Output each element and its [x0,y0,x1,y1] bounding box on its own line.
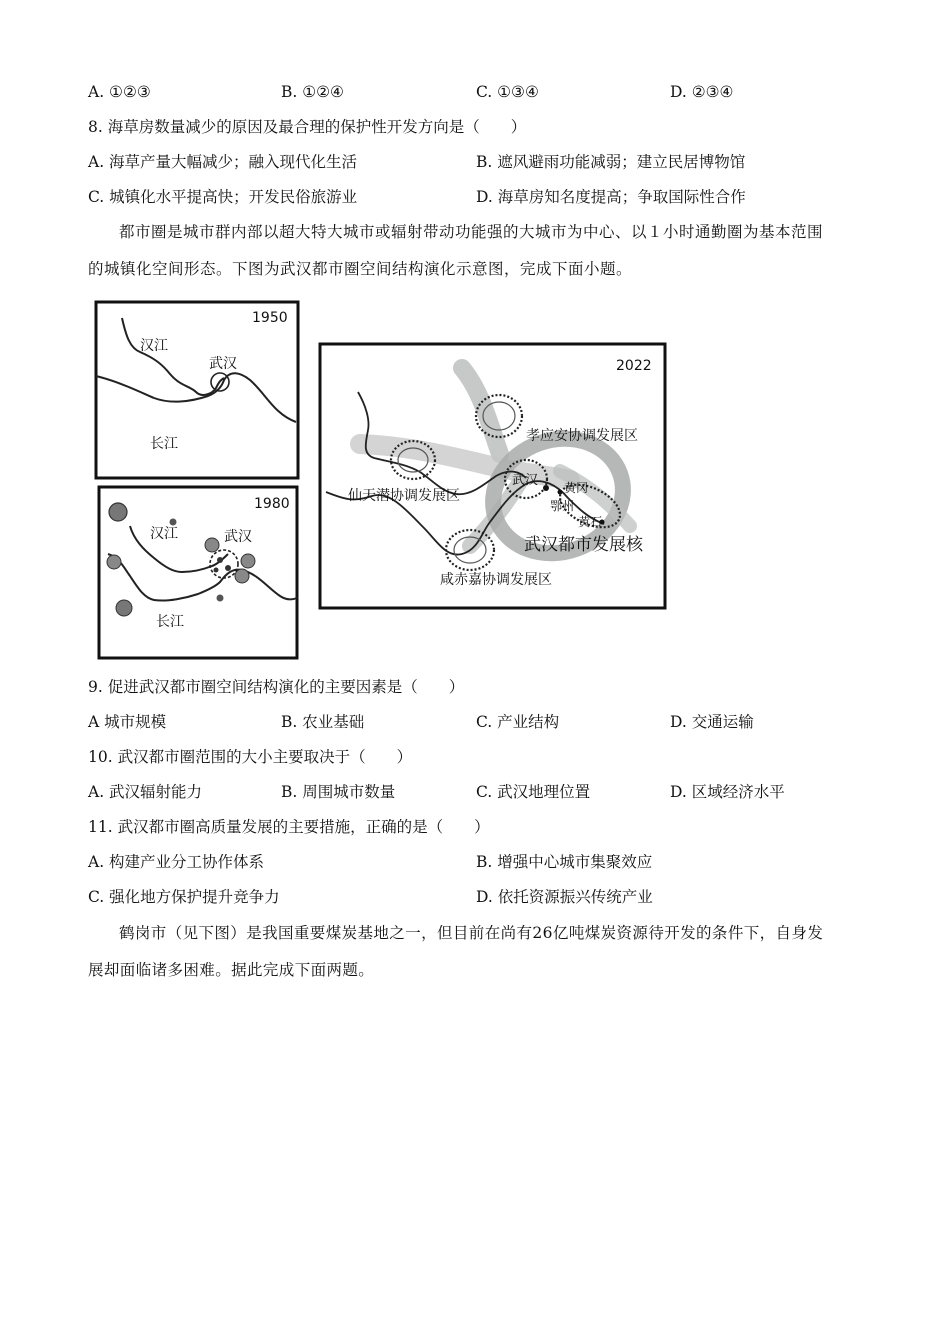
q10-option-d: D. 区域经济水平 [670,783,785,801]
q9-stem: 9. 促进武汉都市圈空间结构演化的主要因素是（ ） [88,678,465,696]
hegang-intro-line2: 展却面临诸多困难。据此完成下面两题。 [88,961,375,979]
q9-option-a: A 城市规模 [88,713,167,731]
map-2022-ezhou: 鄂州 [550,499,575,513]
q7-option-b: B. ①②④ [281,83,344,101]
map-2022-zone-west: 仙天潜协调发展区 [348,488,460,504]
map-2022-wuhan: 武汉 [512,473,539,488]
q11-option-c: C. 强化地方保护提升竞争力 [88,888,280,906]
q8-option-d: D. 海草房知名度提高；争取国际性合作 [476,188,746,206]
q7-option-c: C. ①③④ [476,83,539,101]
map-2022-huangshi: 黄石 [578,515,603,529]
metro-intro-line2: 的城镇化空间形态。下图为武汉都市圈空间结构演化示意图，完成下面小题。 [88,260,633,278]
map-1980-changjiang: 长江 [156,614,184,630]
map-1950-wuhan: 武汉 [209,356,237,372]
q9-option-b: B. 农业基础 [281,713,365,731]
map-2022-zone-north: 孝应安协调发展区 [526,428,638,444]
map-1980 [99,487,297,658]
wuhan-metro-figure [90,296,675,666]
map-1980-year: 1980 [254,496,290,512]
map-1950 [96,302,298,478]
q11-option-b: B. 增强中心城市集聚效应 [476,853,653,871]
q8-option-c: C. 城镇化水平提高快；开发民俗旅游业 [88,188,358,206]
metro-intro-line1: 都市圈是城市群内部以超大特大城市或辐射带动功能强的大城市为中心、以１小时通勤圈为基本范围 [119,223,824,241]
map-1950-changjiang: 长江 [150,436,178,452]
map-1950-year: 1950 [252,310,288,326]
map-2022-core: 武汉都市发展核 [524,535,643,555]
q10-option-c: C. 武汉地理位置 [476,783,591,801]
map-1980-hanjiang: 汉江 [150,526,178,542]
q8-stem: 8. 海草房数量减少的原因及最合理的保护性开发方向是（ ） [88,118,527,136]
q9-option-c: C. 产业结构 [476,713,560,731]
map-2022-huanggang: 黄冈 [564,481,589,495]
map-2022-zone-south: 咸赤嘉协调发展区 [440,572,552,588]
q11-option-d: D. 依托资源振兴传统产业 [476,888,653,906]
q9-option-d: D. 交通运输 [670,713,754,731]
map-2022 [320,344,665,608]
q8-option-a: A. 海草产量大幅减少；融入现代化生活 [88,153,358,171]
hegang-intro-line1: 鹤岗市（见下图）是我国重要煤炭基地之一，但目前在尚有26亿吨煤炭资源待开发的条件下，自身发 [119,924,824,942]
q10-option-a: A. 武汉辐射能力 [88,783,203,801]
map-1950-hanjiang: 汉江 [140,338,168,354]
map-1980-wuhan: 武汉 [224,529,252,545]
map-2022-year: 2022 [616,358,652,374]
q10-stem: 10. 武汉都市圈范围的大小主要取决于（ ） [88,748,413,766]
q11-option-a: A. 构建产业分工协作体系 [88,853,265,871]
q7-option-a: A. ①②③ [88,83,151,101]
q7-option-d: D. ②③④ [670,83,734,101]
q10-option-b: B. 周围城市数量 [281,783,396,801]
q8-option-b: B. 遮风避雨功能减弱；建立民居博物馆 [476,153,746,171]
q11-stem: 11. 武汉都市圈高质量发展的主要措施，正确的是（ ） [88,818,490,836]
